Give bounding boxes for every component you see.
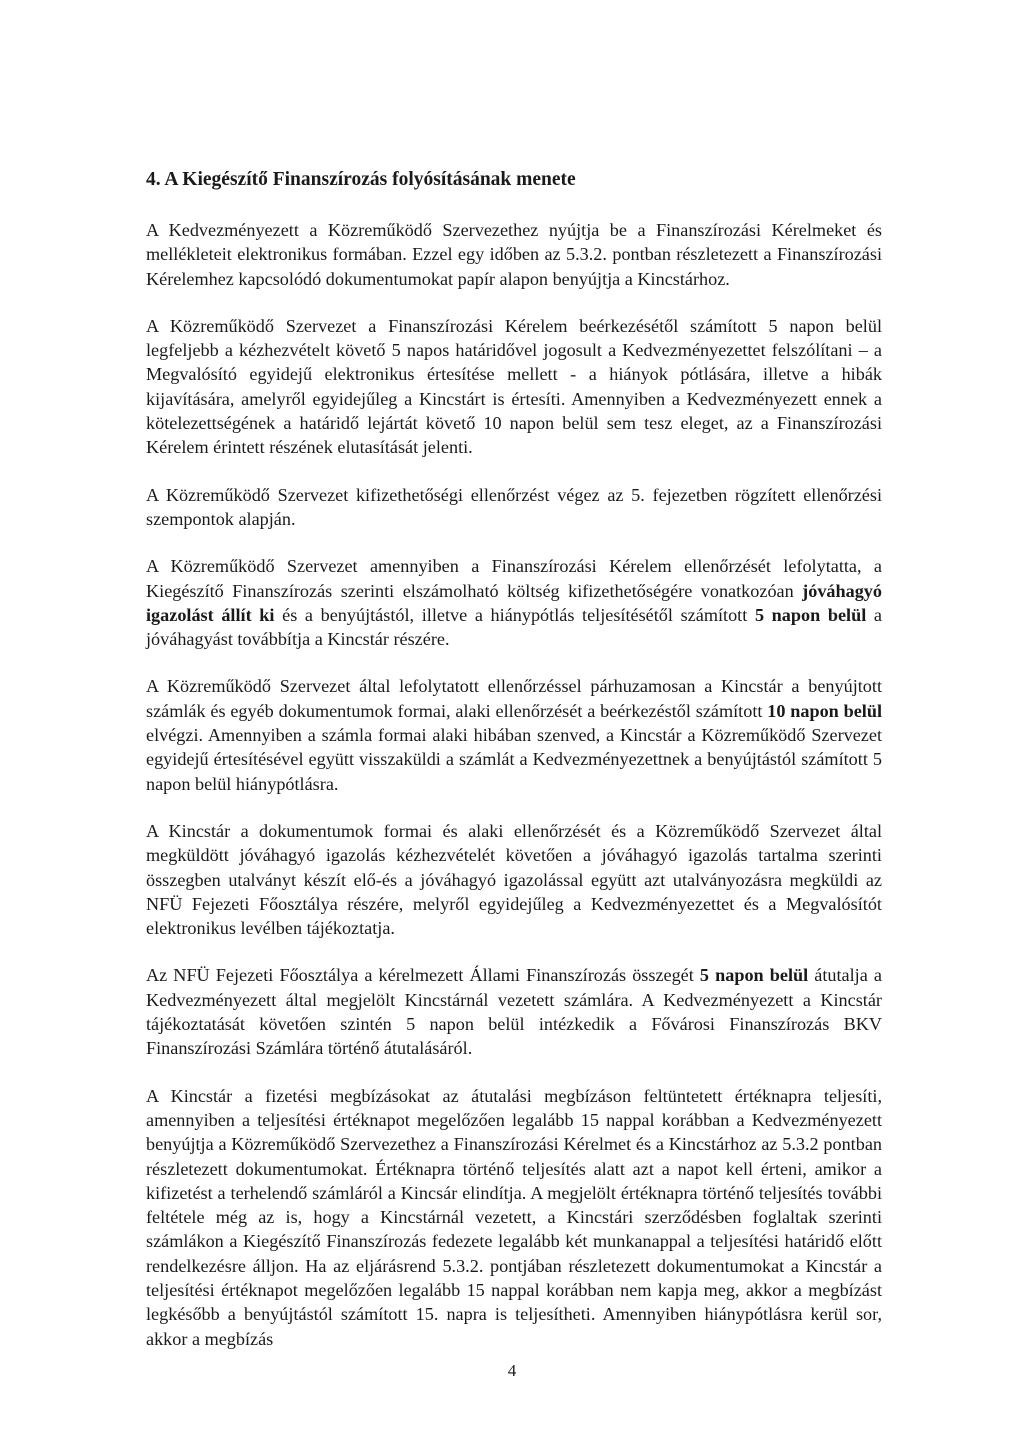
section-heading: 4. A Kiegészítő Finanszírozás folyósításának menete: [146, 169, 576, 190]
paragraph: [146, 554, 882, 651]
paragraph: [146, 963, 882, 1060]
paragraph: [146, 314, 882, 460]
paragraph-list: [146, 218, 882, 1351]
paragraph: [146, 674, 882, 795]
bold-text-run: 5 napon belül: [754, 604, 867, 625]
paragraph: [146, 1084, 882, 1351]
text-run: elvégzi. Amennyiben a számla formai alaki hibában szenved, a Kincstár a Közreműködő Szervezet egyidejű értesítésével együtt visszaküldi a számlát a Kedvezményezettnek a benyújtástól számított 5 napon belül hiánypótlásra.: [146, 725, 882, 794]
text-run: a jóváhagyást továbbítja a Kincstár részére.: [146, 604, 883, 650]
bold-text-run: 5 napon belül: [699, 965, 809, 986]
page-number: 4: [507, 1361, 517, 1380]
bold-text-run: jóváhagyó igazolást állít ki: [146, 580, 882, 625]
paragraph: [146, 819, 882, 940]
text-run: A Közreműködő Szervezet által lefolytatott ellenőrzéssel párhuzamosan a Kincstár a benyújtott számlák és egyéb dokumentumok formai, alaki ellenőrzését a beérkezéstől számított: [146, 676, 882, 721]
text-run: A Közreműködő Szervezet amennyiben a Finanszírozási Kérelem ellenőrzését lefolytatta, a Kiegészítő Finanszírozás szerinti elszámolható költség kifizethetőségére vonatkozóan: [146, 556, 882, 601]
text-run: A Kincstár a dokumentumok formai és alaki ellenőrzését és a Közreműködő Szervezet által megküldött jóváhagyó igazolás kézhezvételét követően a jóváhagyó igazolás tartalma szerinti összegben utalványt készít elő-és a jóváhagyó igazolással együtt azt utalványozásra megküldi az NFÜ Fejezeti Főosztálya részére, melyről egyidejűleg a Kedvezményezettet és a Megvalósítót elektronikus levélben tájékoztatja.: [146, 820, 882, 939]
text-run: A Közreműködő Szervezet kifizethetőségi ellenőrzést végez az 5. fejezetben rögzített ellenőrzési szempontok alapján.: [146, 484, 882, 529]
paragraph: [146, 218, 882, 291]
bold-text-run: 10 napon belül: [767, 700, 882, 721]
text-run: A Kincstár a fizetési megbízásokat az átutalási megbízáson feltüntetett értéknapra teljesíti, amennyiben a teljesítési értéknapot megelőzően legalább 15 nappal korábban a Kedvezményezett benyújtja a Közreműködő Szervezethez a Finanszírozási Kérelmet és a Kincstárhoz az 5.3.2 pontban részletezett dokumentumokat. Értéknapra történő teljesítés alatt azt a napot kell érteni, amikor a kifizetést a terhelendő számláról a Kincsár elindítja. A megjelölt értéknapra történő teljesítés további feltétele még az is, hogy a Kincstárnál vezetett, a Kincstári szerződésben foglaltak szerinti számlákon a Kiegészítő Finanszírozás fedezete legalább két munkanappal a teljesítési határidő előtt rendelkezésre álljon. Ha az eljárásrend 5.3.2. pontjában részletezett dokumentumokat a Kincstár a teljesítési értéknapot megelőzően legalább 15 nappal korábban nem kapja meg, akkor a megbízást legkésőbb a benyújtástól számított 15. napra is teljesítheti. Amennyiben hiánypótlásra kerül sor, akkor a megbízás: [146, 1085, 882, 1349]
text-run: és a benyújtástól, illetve a hiánypótlás teljesítésétől számított: [274, 604, 755, 625]
text-run: Az NFÜ Fejezeti Főosztálya a kérelmezett Állami Finanszírozás összegét: [146, 965, 700, 986]
text-run: A Közreműködő Szervezet a Finanszírozási Kérelem beérkezésétől számított 5 napon belül legfeljebb a kézhezvételt követő 5 napos határidővel jogosult a Kedvezményezettet felszólítani – a Megvalósító egyidejű elektronikus értesítése mellett - a hiányok pótlására, illetve a hibák kijavítására, amelyről egyidejűleg a Kincstárt is értesíti. Amennyiben a Kedvezményezett ennek a kötelezettségének a határidő lejártát követő 10 napon belül sem tesz eleget, az a Finanszírozási Kérelem érintett részének elutasítását jelenti.: [146, 315, 882, 458]
text-run: átutalja a Kedvezményezett által megjelölt Kincstárnál vezetett számlára. A Kedvezményezett a Kincstár tájékoztatását követően szintén 5 napon belül intézkedik a Fővárosi Finanszírozás BKV Finanszírozási Számlára történő átutalásáról.: [146, 965, 882, 1059]
paragraph: [146, 483, 882, 532]
text-run: A Kedvezményezett a Közreműködő Szervezethez nyújtja be a Finanszírozási Kérelmeket és mellékleteit elektronikus formában. Ezzel egy időben az 5.3.2. pontban részletezett a Finanszírozási Kérelemhez kapcsolódó dokumentumokat papír alapon benyújtja a Kincstárhoz.: [146, 220, 882, 289]
document-body: [146, 168, 882, 1374]
